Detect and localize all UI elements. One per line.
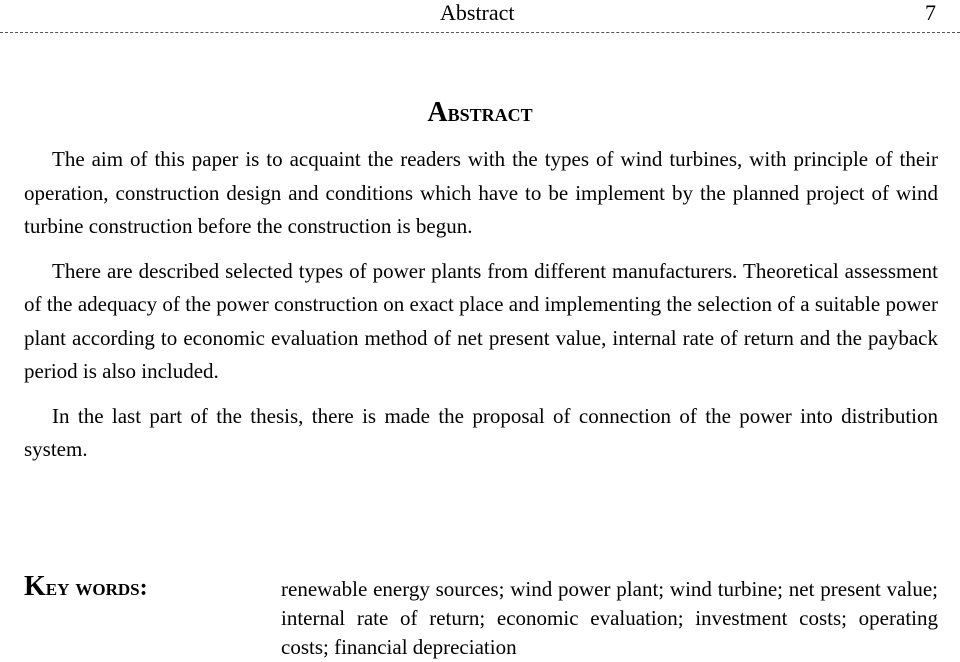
running-header xyxy=(0,0,960,34)
keywords-list: renewable energy sources; wind power plant; wind turbine; net present value; internal rate of return; economic evaluation; investment costs; operating costs; financial depreciation xyxy=(281,577,938,659)
abstract-paragraph-1: The aim of this paper is to acquaint the readers with the types of wind turbines, with principle of their operation, construction design and conditions which have to be implement by the planned project of wind turbine construction before the construction is begun. xyxy=(24,147,938,238)
header-title: Abstract xyxy=(440,0,515,25)
keywords-label-initial: K xyxy=(24,571,46,602)
abstract-body xyxy=(24,143,938,478)
keywords-label xyxy=(24,572,148,603)
section-heading-initial: A xyxy=(427,97,448,128)
header-divider xyxy=(0,32,960,33)
keywords-label-colon: : xyxy=(139,575,148,601)
abstract-paragraph-3: In the last part of the thesis, there is made the proposal of connection of the power into distribution system. xyxy=(24,403,938,461)
keywords-label-rest: ey words xyxy=(45,575,140,601)
header-page-number: 7 xyxy=(925,0,936,25)
abstract-paragraph-2: There are described selected types of power plants from different manufacturers. Theoretical assessment of the adequacy of the power construction on exact place and implementing the selection of a suitable power plant according to economic evaluation method of net present value, internal rate of return and the payback period is also included. xyxy=(24,258,938,383)
section-heading xyxy=(0,98,960,128)
section-heading-rest: bstract xyxy=(447,98,533,127)
